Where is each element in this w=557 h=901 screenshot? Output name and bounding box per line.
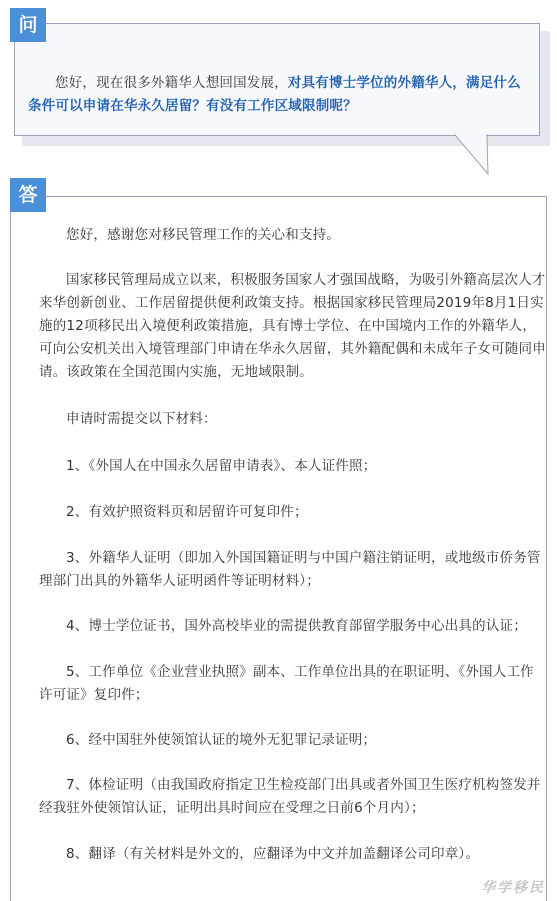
answer-badge: 答: [10, 178, 46, 212]
answer-paragraph: 申请时需提交以下材料：: [66, 411, 217, 427]
answer-list-item: 2、有效护照资料页和居留许可复印件；: [66, 504, 308, 520]
answer-list-item: 6、经中国驻外使领馆认证的境外无犯罪记录证明；: [66, 732, 377, 748]
question-text-normal: 您好，现在很多外籍华人想回国发展，: [55, 75, 288, 91]
answer-list-item: 5、工作单位《企业营业执照》副本、工作单位出具的在职证明、《外国人工作许可证》复印件；: [39, 664, 534, 703]
answer-card: [10, 196, 547, 901]
answer-list-item: 3、外籍华人证明（即加入外国国籍证明与中国户籍注销证明，或地级市侨务管理部门出具的外籍华人证明函件等证明材料）；: [39, 550, 541, 589]
answer-list-item: 4、博士学位证书，国外高校毕业的需提供教育部留学服务中心出具的认证；: [66, 618, 527, 634]
answer-paragraph: 您好，感谢您对移民管理工作的关心和支持。: [66, 227, 340, 243]
question-text: [28, 72, 530, 118]
answer-list-item: 1、《外国人在中国永久居留申请表》、本人证件照；: [66, 458, 377, 474]
question-text-highlight: 对具有博士学位的外籍华人，满足什么条件可以申请在华永久居留？有没有工作区域限制呢？: [28, 75, 521, 114]
question-card: [0, 0, 557, 180]
answer-list-item: 7、体检证明（由我国政府指定卫生检疫部门出具或者外国卫生医疗机构签发并经我驻外使领馆认证，证明出具时间应在受理之日前6个月内）；: [39, 777, 541, 816]
answer-paragraph: 国家移民管理局成立以来，积极服务国家人才强国战略，为吸引外籍高层次人才来华创新创业、工作居留提供便利政策支持。根据国家移民管理局2019年8月1日实施的12项移民出入境便利政策措施，具有博士学位、在中国境内工作的外籍华人，可向公安机关出入境管理部门申请在华永久居留，其外籍配偶和未成年子女可随同申请。该政策在全国范围内实施，无地域限制。: [39, 272, 546, 380]
speech-bubble-tail: [455, 134, 503, 178]
question-badge: 问: [10, 8, 46, 42]
answer-list-item: 8、翻译（有关材料是外文的，应翻译为中文并加盖翻译公司印章）。: [66, 846, 480, 862]
watermark-logo: 华学移民: [481, 880, 545, 896]
